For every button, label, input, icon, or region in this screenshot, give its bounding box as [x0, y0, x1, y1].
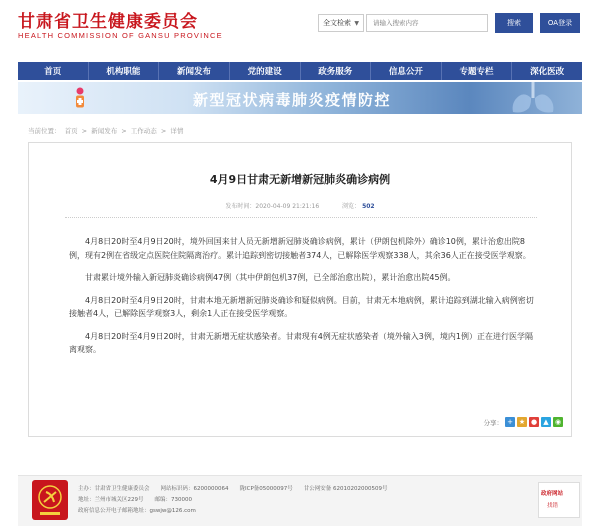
search-input[interactable] — [366, 14, 488, 32]
breadcrumb-home[interactable]: 首页 — [64, 127, 78, 135]
article-paragraph: 4月8日20时至4月9日20时，甘肃本地无新增新冠肺炎确诊和疑似病例。目前，甘肃无本地病例，累计追踪到湖北输入病例密切接触者4人，已解除医学观察3人，剩余1人正在接受医学观察。 — [69, 295, 534, 318]
search-button[interactable]: 搜索 — [495, 13, 533, 33]
nav-item-news[interactable]: 新闻发布 — [159, 62, 230, 80]
site-footer — [18, 475, 582, 526]
nav-item-topics[interactable]: 专题专栏 — [442, 62, 513, 80]
breadcrumb-separator: > — [121, 127, 127, 135]
share-bar — [484, 417, 564, 427]
site-logo-title[interactable]: 甘肃省卫生健康委员会 — [18, 12, 198, 32]
nav-item-functions[interactable]: 机构职能 — [89, 62, 160, 80]
site-header — [0, 0, 600, 60]
search-scope-select[interactable] — [318, 14, 364, 32]
error-report-badge[interactable] — [538, 482, 580, 518]
article-container — [28, 142, 572, 437]
footer-info-line: 主办：甘肃省卫生健康委员会 网站标识码：6200000064 陇ICP备05000097号 甘公网安备 62010202000509号 — [78, 486, 388, 492]
banner-title: 新型冠状病毒肺炎疫情防控 — [193, 91, 392, 109]
nav-item-disclosure[interactable]: 信息公开 — [371, 62, 442, 80]
footer-email: 政府信息公开电子邮箱地址：gswjw@126.com — [78, 508, 196, 514]
breadcrumb-separator: > — [160, 127, 167, 135]
lungs-icon — [503, 82, 563, 114]
breadcrumb-news[interactable]: 新闻发布 — [91, 127, 118, 135]
article-paragraph: 4月8日20时至4月9日20时，甘肃无新增无症状感染者。甘肃现有4例无症状感染者（境外输入3例，境内1例）正在进行医学隔离观察。 — [69, 331, 533, 354]
main-nav — [18, 62, 582, 80]
article-paragraph: 4月8日20时至4月9日20时，境外回国来甘人员无新增新冠肺炎确诊病例，累计（伊朗包机除外）确诊10例，累计治愈出院8例，现有2例在省级定点医院住院隔离治疗。累计追踪到密切接触者374人，已解除医学观察338人，其余36人正在接受医学观察。 — [69, 237, 531, 260]
epidemic-banner[interactable] — [18, 82, 582, 114]
site-logo-subtitle: HEALTH COMMISSION OF GANSU PROVINCE — [18, 31, 223, 40]
footer-address: 地址：兰州市城关区229号 邮编：730000 — [78, 497, 192, 503]
nav-item-reform[interactable]: 深化医改 — [530, 67, 565, 77]
nav-item-home[interactable]: 首页 — [18, 62, 89, 80]
breadcrumb-separator: > — [81, 127, 88, 135]
share-tencent-icon[interactable]: ▲ — [541, 417, 551, 427]
views-count: 502 — [362, 203, 375, 210]
party-emblem-icon — [32, 480, 68, 520]
title-divider — [65, 217, 537, 218]
oa-login-button[interactable]: OA登录 — [540, 13, 580, 33]
error-report-line2: 找错 — [547, 503, 559, 509]
error-report-line1: 政府网站 — [541, 491, 564, 497]
article-paragraph: 甘肃累计境外输入新冠肺炎确诊病例47例（其中伊朗包机37例，已全部治愈出院），累计治愈出院45例。 — [85, 273, 456, 282]
nav-item-party[interactable]: 党的建设 — [230, 62, 301, 80]
breadcrumb-work[interactable]: 工作动态 — [130, 127, 157, 135]
views-label: 浏览： — [342, 203, 361, 210]
nav-item-services[interactable]: 政务服务 — [301, 62, 372, 80]
share-more-icon[interactable]: + — [505, 417, 515, 427]
breadcrumb-current: 详情 — [170, 127, 184, 135]
share-wechat-icon[interactable]: ◉ — [554, 418, 562, 426]
search-scope-value: 全文检索 — [323, 19, 351, 27]
article-body — [69, 235, 535, 366]
share-weibo-icon[interactable]: ● — [530, 418, 538, 426]
publish-time: 2020-04-09 21:21:16 — [255, 203, 320, 210]
share-label: 分享： — [483, 418, 503, 427]
article-title: 4月9日甘肃无新增新冠肺炎确诊病例 — [209, 173, 391, 186]
share-qzone-icon[interactable]: ★ — [518, 418, 526, 426]
chevron-down-icon: ▼ — [354, 19, 359, 27]
article-meta — [29, 201, 571, 210]
medical-figure-icon — [68, 86, 92, 110]
publish-label: 发布时间： — [225, 203, 256, 210]
breadcrumb — [28, 126, 185, 135]
breadcrumb-prefix: 当前位置： — [28, 127, 61, 135]
